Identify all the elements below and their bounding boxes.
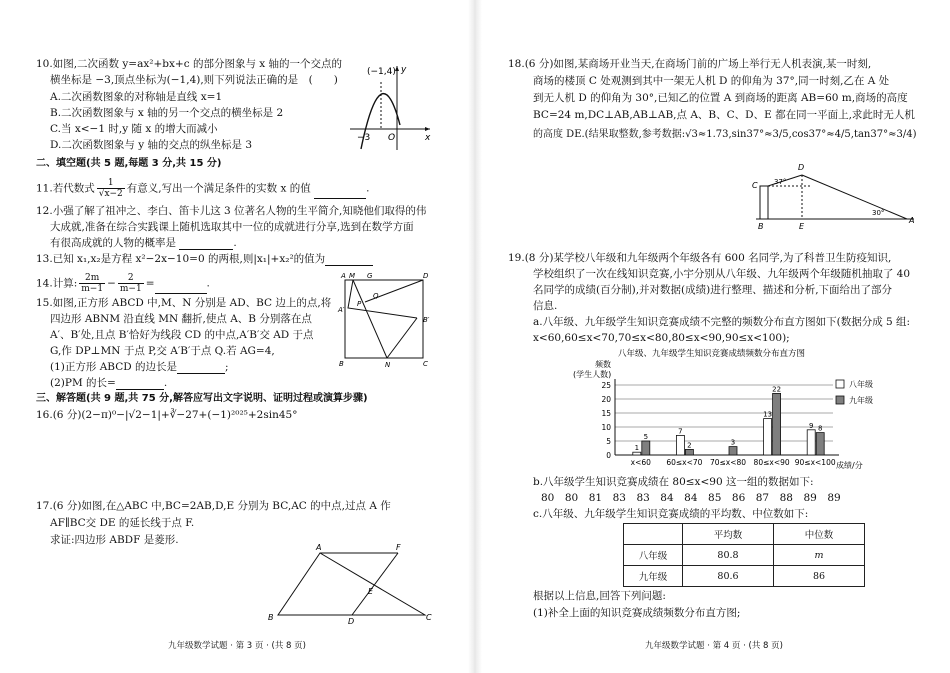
q19-part-b-data: 80 80 81 83 83 84 84 85 86 87 88 89 89 bbox=[541, 492, 841, 504]
stats-mean: 80.6 bbox=[683, 566, 774, 587]
q14-frac2-den: m−1 bbox=[119, 284, 142, 294]
chart-ylabel-line1: 频数 bbox=[595, 360, 611, 369]
chart-bar-value: 7 bbox=[678, 427, 683, 436]
q19-part-a-line2: x<60,60≤x<70,70≤x<80,80≤x<90,90≤x<100); bbox=[533, 332, 790, 344]
q14-minus: − bbox=[107, 277, 116, 290]
q16: 16.(6 分)(2−π)⁰−|√2−1|+∛−27+(−1)²⁰²⁵+2sin45° bbox=[36, 409, 298, 421]
q17-label-B: B bbox=[268, 613, 274, 622]
chart-ytick-label: 5 bbox=[606, 437, 611, 446]
q15-label-N: N bbox=[385, 361, 391, 369]
stats-header-median: 中位数 bbox=[774, 524, 865, 545]
stats-mean: 80.8 bbox=[683, 545, 774, 566]
chart-xtick-label: 80≤x<90 bbox=[753, 458, 790, 467]
q19-line3: 名同学的成绩(百分制),并对数据(成绩)进行整理、描述和分析,下面给出了部分 bbox=[533, 284, 893, 296]
q13-text: 13.已知 x₁,x₂是方程 x²−2x−10=0 的两根,则|x₁|+x₂²的值为 bbox=[36, 253, 326, 265]
chart-bar bbox=[816, 433, 824, 455]
section2-title: 二、填空题(共 5 题,每题 3 分,共 15 分) bbox=[36, 158, 222, 169]
q18-label-C: C bbox=[752, 181, 758, 190]
chart-bar-value: 13 bbox=[763, 410, 773, 419]
q15-part2-text: (2)PM 的长= bbox=[50, 377, 116, 389]
q14-fraction-1 bbox=[79, 273, 105, 294]
chart-xtick-label: 90≤x<100 bbox=[794, 458, 836, 467]
chart-bar bbox=[633, 452, 641, 455]
stats-header-mean: 平均数 bbox=[683, 524, 774, 545]
chart-legend-label: 八年级 bbox=[849, 380, 873, 389]
q11-numerator: 1 bbox=[97, 178, 125, 189]
q11: 11.若代数式 $\frac{1}{√x-2}$ 有意义,写出一个满足条件的实数 x 的值 . bbox=[36, 178, 370, 199]
chart-ytick-label: 0 bbox=[606, 451, 611, 460]
q15-label-D: D bbox=[423, 272, 429, 280]
section3-title: 三、解答题(共 9 题,共 75 分,解答应写出文字说明、证明过程或演算步骤) bbox=[36, 393, 368, 404]
q11-suffix: 有意义,写出一个满足条件的实数 x 的值 bbox=[126, 182, 311, 195]
q18-drone-figure bbox=[752, 148, 922, 230]
q15-label-C: C bbox=[423, 360, 428, 368]
q17-line2: AF∥BC交 DE 的延长线于点 F. bbox=[50, 517, 195, 529]
stats-table-row bbox=[624, 566, 865, 587]
q15-line3: A′、B′处,且点 B′恰好为线段 CD 的中点,A′B′交 AD 于点 bbox=[50, 329, 314, 341]
q19-after-line1: 根据以上信息,回答下列问题: bbox=[533, 590, 666, 602]
q17-label-E: E bbox=[368, 587, 374, 596]
chart-legend-swatch bbox=[836, 396, 844, 404]
stats-median: 86 bbox=[774, 566, 865, 587]
chart-bar bbox=[773, 393, 781, 455]
chart-xtick-label: 70≤x<80 bbox=[709, 458, 747, 467]
q10-option-b: B.二次函数图象与 x 轴的另一个交点的横坐标是 2 bbox=[50, 107, 284, 119]
chart-ytick-label: 25 bbox=[601, 381, 611, 390]
q12-line3: 有很高成就的人物的概率是 . bbox=[50, 237, 237, 249]
chart-xtick-label: 60≤x<70 bbox=[666, 458, 703, 467]
q14: 14.计算: $\frac{2m}{m-1}$ − $\frac{2}{m-1}$ = . bbox=[36, 273, 210, 294]
q19-part-c-title: c.八年级、九年级学生知识竞赛成绩的平均数、中位数如下: bbox=[533, 508, 809, 520]
q10-root-label: −3 bbox=[357, 133, 371, 143]
q14-frac1-den: m−1 bbox=[81, 284, 104, 294]
stats-table bbox=[623, 523, 865, 587]
q15-label-M: M bbox=[349, 272, 356, 280]
q12-answer-blank[interactable] bbox=[179, 239, 233, 250]
q17-label-F: F bbox=[396, 543, 401, 552]
stats-grade: 八年级 bbox=[624, 545, 683, 566]
q12-line1: 12.小强了解了祖冲之、李白、笛卡儿这 3 位著名人物的生平简介,知晓他们取得的伟 bbox=[36, 205, 427, 217]
q10-option-a: A.二次函数图象的对称轴是直线 x=1 bbox=[50, 91, 223, 103]
q14-fraction-2 bbox=[118, 273, 144, 294]
histogram-chart bbox=[533, 345, 903, 475]
chart-bar-value: 3 bbox=[730, 438, 736, 447]
q14-frac2-num: 2 bbox=[118, 273, 144, 284]
q18-line1: 18.(6 分)如图,某商场开业当天,在商场门前的广场上举行无人机表演,某一时刻, bbox=[508, 58, 872, 70]
q15-square-figure bbox=[335, 270, 435, 370]
chart-bar-value: 5 bbox=[643, 433, 649, 441]
q17-line3: 求证:四边形 ABDF 是菱形. bbox=[50, 534, 179, 546]
chart-xtick-label: x<60 bbox=[630, 458, 651, 467]
q10-parabola-figure bbox=[345, 62, 435, 152]
q10-x-label: x bbox=[425, 133, 431, 143]
chart-xlabel: 成绩/分 bbox=[836, 461, 863, 470]
chart-ytick-label: 15 bbox=[601, 409, 611, 418]
chart-legend-label: 九年级 bbox=[849, 396, 873, 405]
q10-line2: 横坐标是 −3,顶点坐标为(−1,4),则下列说法正确的是 ( ) bbox=[50, 74, 338, 86]
q17-label-A: A bbox=[316, 543, 322, 552]
q18-label-B: B bbox=[758, 222, 764, 230]
q15-part1-text: (1)正方形 ABCD 的边长是 bbox=[50, 361, 177, 373]
q17-label-D: D bbox=[348, 617, 355, 626]
q12-line2: 大成就,准备在综合实践课上随机选取其中一位的成就进行分享,选到在数学方面 bbox=[50, 221, 414, 233]
q15-label-B-prime: B′ bbox=[423, 316, 430, 324]
q15-part1-blank[interactable] bbox=[177, 363, 225, 374]
q15-line2: 四边形 ABNM 沿直线 MN 翻折,使点 A、B 分别落在点 bbox=[50, 313, 312, 325]
chart-ytick-label: 10 bbox=[601, 423, 611, 432]
q15-label-P: P bbox=[357, 300, 362, 308]
chart-bar-value: 2 bbox=[687, 441, 692, 450]
chart-bar bbox=[676, 435, 684, 455]
chart-bar bbox=[729, 447, 737, 455]
q19-line4: 信息. bbox=[533, 300, 558, 312]
q18-label-D: D bbox=[798, 163, 805, 172]
chart-bar-value: 1 bbox=[634, 444, 640, 453]
q15-line4: G,作 DP⊥MN 于点 P,交 A′B′于点 Q.若 AG=4, bbox=[50, 345, 275, 357]
q14-answer-blank[interactable] bbox=[155, 283, 207, 294]
stats-table-row bbox=[624, 545, 865, 566]
q10-y-label: y bbox=[401, 65, 407, 75]
q13-answer-blank[interactable] bbox=[325, 255, 373, 266]
q14-prefix: 14.计算: bbox=[36, 277, 78, 290]
q10-option-d: D.二次函数图象与 y 轴的交点的纵坐标是 3 bbox=[50, 139, 253, 151]
chart-ytick-label: 20 bbox=[601, 395, 611, 404]
q14-eq: = bbox=[145, 277, 155, 290]
chart-bar bbox=[642, 441, 650, 455]
q18-angle-30: 30° bbox=[872, 209, 885, 217]
q15-part2-blank[interactable] bbox=[116, 379, 164, 390]
q10-vertex-label: (−1,4) bbox=[367, 67, 396, 77]
q15-label-A: A bbox=[341, 272, 346, 280]
q14-frac1-num: 2m bbox=[79, 273, 105, 284]
stats-header-blank bbox=[624, 524, 683, 545]
q12-line3-text: 有很高成就的人物的概率是 bbox=[50, 237, 176, 249]
chart-ylabel-line2: (学生人数) bbox=[573, 370, 612, 379]
q15-label-B: B bbox=[339, 360, 344, 368]
right-page-footer: 九年级数学试题 · 第 4 页 · (共 8 页) bbox=[645, 641, 783, 651]
q19-line1: 19.(8 分)某学校八年级和九年级两个年级各有 600 名同学,为了科普卫生防疫知识, bbox=[508, 252, 892, 264]
chart-bar-value: 22 bbox=[772, 385, 782, 394]
q18-line3: 到无人机 D 的仰角为 30°,已知乙的位置 A 到商场的距离 AB=60 m,商场的高度 bbox=[533, 92, 908, 104]
q15-label-Q: Q bbox=[373, 292, 379, 300]
q15-part2: (2)PM 的长= . bbox=[50, 377, 168, 389]
q15-line1: 15.如图,正方形 ABCD 中,M、N 分别是 AD、BC 边上的点,将 bbox=[36, 297, 332, 309]
stats-median: m bbox=[774, 545, 865, 566]
q11-fraction bbox=[97, 178, 125, 199]
chart-title: 八年级、九年级学生知识竞赛成绩频数分布直方图 bbox=[618, 349, 806, 359]
q15-label-A-prime: A′ bbox=[338, 306, 345, 314]
q18-line2: 商场的楼顶 C 处观测到其中一架无人机 D 的仰角为 37°,同一时刻,乙在 A 处 bbox=[533, 75, 890, 87]
stats-table-header-row bbox=[624, 524, 865, 545]
q19-part-b-title: b.八年级学生知识竞赛成绩在 80≤x<90 这一组的数据如下: bbox=[533, 476, 814, 488]
q10-line1: 10.如图,二次函数 y=ax²+bx+c 的部分图象与 x 轴的一个交点的 bbox=[36, 58, 343, 70]
q15-label-G: G bbox=[367, 272, 373, 280]
q10-option-c: C.当 x<−1 时,y 随 x 的增大而减小 bbox=[50, 123, 218, 135]
chart-bar bbox=[685, 449, 693, 455]
q18-line4: BC=24 m,DC⊥AB,AB⊥AB,点 A、B、C、D、E 都在同一平面上,求此时无人机 bbox=[533, 109, 915, 121]
q15-part1: (1)正方形 ABCD 的边长是 ; bbox=[50, 361, 229, 373]
q10-origin-label: O bbox=[388, 133, 396, 143]
chart-legend-swatch bbox=[836, 380, 844, 388]
q17-label-C: C bbox=[426, 613, 432, 622]
q18-label-E: E bbox=[799, 222, 805, 230]
q17-rhombus-figure bbox=[262, 542, 442, 627]
chart-bar bbox=[764, 419, 772, 455]
q18-angle-37: 37° bbox=[774, 178, 787, 186]
q18-line5: 的高度 DE.(结果取整数,参考数据:√3≈1.73,sin37°≈3/5,cos37°≈4/5,tan37°≈3/4) bbox=[533, 129, 917, 140]
stats-grade: 九年级 bbox=[624, 566, 683, 587]
q11-answer-blank[interactable] bbox=[314, 188, 366, 199]
chart-bar bbox=[807, 430, 815, 455]
q19-line2: 学校组织了一次在线知识竞赛,小宇分别从八年级、九年级两个年级随机抽取了 40 bbox=[533, 268, 911, 280]
q11-prefix: 11.若代数式 bbox=[36, 182, 95, 195]
chart-bar-value: 8 bbox=[817, 424, 823, 433]
left-page-footer: 九年级数学试题 · 第 3 页 · (共 8 页) bbox=[168, 641, 306, 651]
q19-after-line2: (1)补全上面的知识竞赛成绩频数分布直方图; bbox=[533, 607, 741, 619]
q17-line1: 17.(6 分)如图,在△ABC 中,BC=2AB,D,E 分别为 BC,AC 的中点,过点 A 作 bbox=[36, 500, 391, 512]
chart-bar-value: 9 bbox=[808, 421, 814, 430]
q13 bbox=[36, 253, 373, 266]
q19-part-a-line1: a.八年级、九年级学生知识竞赛成绩不完整的频数分布直方图如下(数据分成 5 组: bbox=[533, 316, 911, 328]
q11-denominator: √x−2 bbox=[98, 189, 123, 199]
q18-label-A: A bbox=[909, 216, 915, 225]
